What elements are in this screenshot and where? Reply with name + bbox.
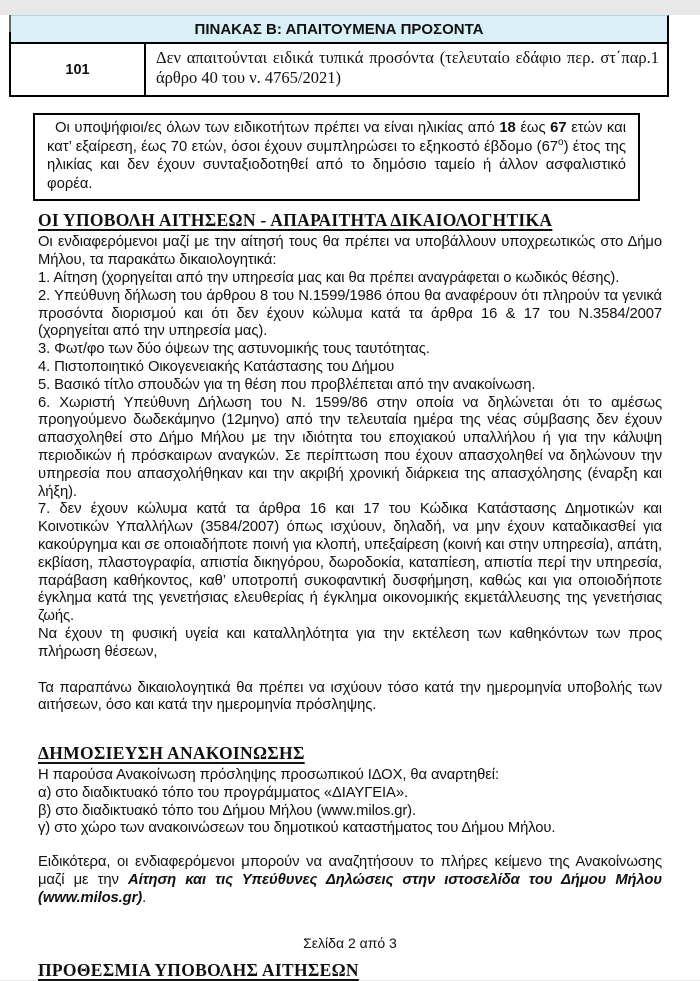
- page-number: Σελίδα 2 από 3: [303, 935, 397, 951]
- required-docs-item-4: 4. Πιστοποιητικό Οικογενειακής Κατάστασης του Δήμου: [38, 358, 395, 375]
- age-min-value: 18: [499, 120, 516, 136]
- section-title-publication: ΔΗΜΟΣΙΕΥΣΗ ΑΝΑΚΟΙΝΩΣΗΣ: [38, 743, 305, 764]
- submission-intro: Οι ενδιαφερόμενοι μαζί με την αίτησή τους θα πρέπει να υποβάλλουν υποχρεωτικώς στο Δήμο Μήλου, τα παρακάτω δικαιολογητικά:: [38, 234, 662, 269]
- age-text-part: Οι υποψήφιοι/ες όλων των ειδικοτήτων πρέπει να είναι ηλικίας από: [55, 120, 500, 136]
- required-docs-item-5: 5. Βασικό τίτλο σπουδών για τη θέση που προβλέπεται από την ανακοίνωση.: [38, 376, 536, 393]
- publication-item-a: α) στο διαδικτυακό τόπο του προγράμματος «ΔΙΑΥΓΕΙΑ».: [38, 784, 408, 801]
- age-text-part: ετών και κατ’ εξαίρεση, έως 70 ετών, όσοι έχουν συμπληρώσει το εξηκοστό έβδομο (67: [47, 120, 626, 155]
- required-docs-item-2: 2. Υπεύθυνη δήλωση του άρθρου 8 του Ν.1599/1986 όπου θα αναφέρουν ότι πληρούν τα γενικά προσόντα διορισμού και ότι δεν έχουν κώλυμα κατά τα άρθρα 16 & 17 του Ν.3584/2007 (χορηγείται από την υπηρεσία μας).: [38, 287, 662, 340]
- qualifications-table-header: ΠΙΝΑΚΑΣ Β: ΑΠΑΙΤΟΥΜΕΝΑ ΠΡΟΣΟΝΤΑ: [11, 16, 667, 44]
- qualifications-table: [9, 15, 669, 97]
- health-suitability-note: Να έχουν τη φυσική υγεία και καταλληλότητα για την εκτέλεση των καθηκόντων των προς πλήρωση θέσεων,: [38, 625, 662, 660]
- publication-item-b: β) στο διαδικτυακό τόπο του Δήμου Μήλου (www.milos.gr).: [38, 802, 417, 819]
- required-docs-item-7: 7. δεν έχουν κώλυμα κατά τα άρθρα 16 και 17 του Κώδικα Κατάστασης Δημοτικών και Κοινοτικών Υπαλλήλων (3584/2007) όπως ισχύουν, δηλαδή, να μην έχουν καταδικασθεί για κακούργημα και σε οποιαδήποτε ποινή για κλοπή, υπεξαίρεση (κοινή και στην υπηρεσία), απάτη, εκβίαση, πλαστογραφία, απιστία δικηγόρου, δωροδοκία, καταπίεση, απιστία περί την υπηρεσία, παράβαση καθήκοντος, καθ’ υποτροπή συκοφαντική δυσφήμηση, καθώς και για οποιοδήποτε έγκλημα κατά της γενετήσιας ελευθερίας ή έγκλημα οικονομικής εκμετάλλευσης της γενετήσιας ζωής.: [38, 501, 662, 625]
- more-info-emphasis-text: Αίτηση και τις Υπεύθυνες Δηλώσεις στην ιστοσελίδα του Δήμου Μήλου (www.milos.gr): [38, 872, 662, 906]
- required-docs-item-6: 6. Χωριστή Υπεύθυνη Δήλωση του Ν. 1599/86 στην οποία να δηλώνεται ότι το αμέσως προηγούμενο δωδεκάμηνο (12μηνο) από την τελευταία ημέρα της νέας σύμβασης δεν έχουν απασχοληθεί στο Δήμο Μήλου με την ιδιότητα του εποχιακού υπαλλήλου ή για την κάλυψη περιοδικών ή πρόσκαιρων αναγκών. Σε περίπτωση που έχουν απασχοληθεί να δηλώνουν την υπηρεσία που απασχολήθηκαν και την ακριβή χρονική διάρκεια της απασχόλησης (έναρξη και λήξη).: [38, 394, 662, 500]
- more-info-normal-text: Ειδικότερα, οι ενδιαφερόμενοι μπορούν να αναζητήσουν το πλήρες κείμενο της Ανακοίνωσης μαζί με την: [38, 854, 662, 889]
- table-left-border-stub: [9, 15, 11, 32]
- more-info-period: .: [142, 889, 147, 906]
- section-title-submission: ΟΙ ΥΠΟΒΟΛΗ ΑΙΤΗΣΕΩΝ - ΑΠΑΡΑΙΤΗΤΑ ΔΙΚΑΙΟΛΟΓΗΤΙΚΑ: [38, 210, 553, 231]
- document-page: [0, 15, 700, 980]
- table-row: [11, 44, 667, 95]
- age-max-value: 67: [550, 120, 567, 136]
- position-code-cell: 101: [11, 44, 146, 95]
- section-title-deadline: ΠΡΟΘΕΣΜΙΑ ΥΠΟΒΟΛΗΣ ΑΙΤΗΣΕΩΝ: [38, 959, 359, 980]
- age-text-part: ) έτος της ηλικίας και δεν έχουν συνταξιοδοτηθεί από το δημόσιο ταμείο ή άλλον ασφαλιστικό φορέα.: [47, 138, 626, 192]
- age-requirement-box: [33, 113, 640, 201]
- documents-validity-note: Τα παραπάνω δικαιολογητικά θα πρέπει να ισχύουν τόσο κατά την ημερομηνία υποβολής των αιτήσεων, όσο και κατά την ημερομηνία πρόσληψης.: [38, 679, 662, 714]
- more-info-paragraph: [38, 854, 662, 907]
- required-docs-item-1: 1. Αίτηση (χορηγείται από την υπηρεσία μας και θα πρέπει αναγράφεται ο κωδικός θέσης).: [38, 269, 620, 286]
- ordinal-superscript: ο: [558, 136, 564, 148]
- publication-item-c: γ) στο χώρο των ανακοινώσεων του δημοτικού καταστήματος του Δήμου Μήλου.: [38, 820, 556, 837]
- required-docs-item-3: 3. Φωτ/φο των δύο όψεων της αστυνομικής τους ταυτότητας.: [38, 341, 430, 358]
- age-text-part: έως: [515, 120, 551, 136]
- publication-intro: Η παρούσα Ανακοίνωση πρόσληψης προσωπικού ΙΔΟΧ, θα αναρτηθεί:: [38, 767, 499, 784]
- requirement-cell: Δεν απαιτούνται ειδικά τυπικά προσόντα (τελευταίο εδάφιο περ. στ΄παρ.1 άρθρο 40 του ν. 4765/2021): [156, 48, 659, 87]
